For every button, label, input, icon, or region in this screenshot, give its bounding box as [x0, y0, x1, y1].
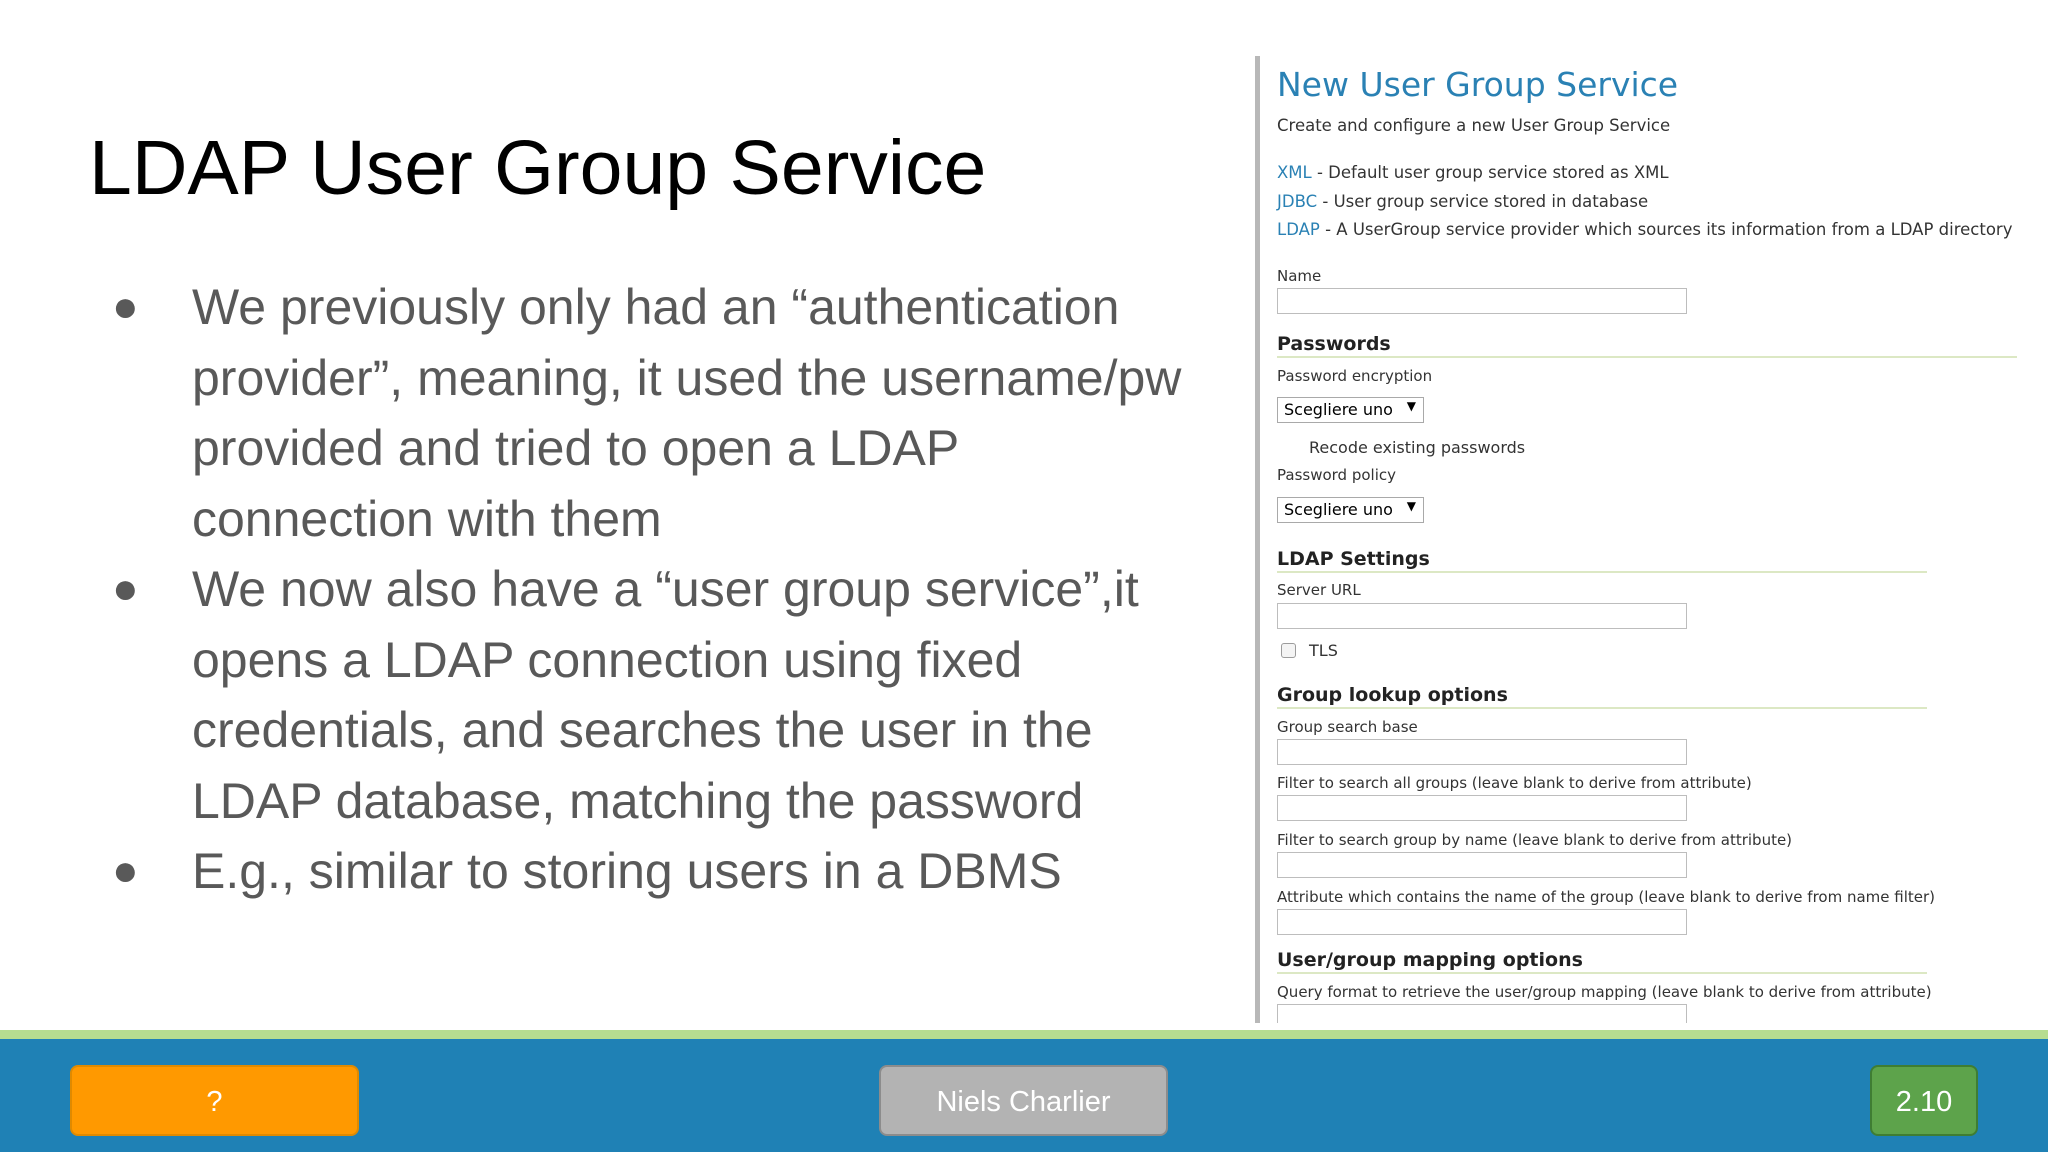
- dropdown-arrow-icon: ▼: [1406, 499, 1416, 513]
- group-lookup-heading: Group lookup options: [1277, 684, 1508, 706]
- bullet-dot-icon: ●: [112, 564, 139, 613]
- group-search-base-label: Group search base: [1277, 718, 1418, 736]
- tls-label: TLS: [1309, 641, 1338, 660]
- tls-checkbox[interactable]: [1281, 643, 1296, 658]
- bullet-item: [108, 836, 1208, 907]
- jdbc-link[interactable]: JDBC: [1277, 192, 1318, 211]
- embedded-screenshot: [1255, 56, 2035, 1023]
- form-title: New User Group Service: [1277, 65, 1679, 104]
- group-name-attribute-label: Attribute which contains the name of the group (leave blank to derive from name filter): [1277, 888, 1936, 906]
- password-encryption-value: Scegliere uno: [1284, 400, 1393, 419]
- ldap-settings-heading: LDAP Settings: [1277, 548, 1430, 570]
- filter-group-by-name-input[interactable]: [1277, 852, 1687, 878]
- bullet-dot-icon: ●: [112, 282, 139, 331]
- filter-all-groups-label: Filter to search all groups (leave blank to derive from attribute): [1277, 774, 1752, 792]
- recode-passwords-label: Recode existing passwords: [1309, 438, 1526, 457]
- page-number-badge: 2.10: [1870, 1065, 1978, 1136]
- server-url-input[interactable]: [1277, 603, 1687, 629]
- name-label: Name: [1277, 267, 1322, 285]
- password-encryption-label: Password encryption: [1277, 367, 1433, 385]
- password-encryption-select[interactable]: [1277, 397, 1424, 423]
- password-policy-select[interactable]: [1277, 497, 1424, 523]
- group-name-attribute-input[interactable]: [1277, 909, 1687, 935]
- section-divider: [1277, 972, 1927, 974]
- form-subtitle: Create and configure a new User Group Service: [1277, 116, 1671, 135]
- bullet-text: We previously only had an “authentication provider”, meaning, it used the username/pw provided and tried to open a LDAP connection with them: [192, 279, 1182, 547]
- dropdown-arrow-icon: ▼: [1406, 399, 1416, 413]
- filter-all-groups-input[interactable]: [1277, 795, 1687, 821]
- bullet-text: We now also have a “user group service”,it opens a LDAP connection using fixed credentials, and searches the user in the LDAP database, matching the password: [192, 561, 1139, 829]
- type-option-jdbc: [1277, 192, 1648, 211]
- section-divider: [1277, 356, 2017, 358]
- type-description: - A UserGroup service provider which sources its information from a LDAP directory: [1319, 220, 2013, 239]
- server-url-label: Server URL: [1277, 581, 1361, 599]
- mapping-query-label: Query format to retrieve the user/group mapping (leave blank to derive from attribute): [1277, 983, 1932, 1001]
- question-button[interactable]: ?: [70, 1065, 359, 1136]
- name-input[interactable]: [1277, 288, 1687, 314]
- passwords-heading: Passwords: [1277, 333, 1391, 355]
- type-description: - Default user group service stored as XML: [1311, 163, 1669, 182]
- ldap-link[interactable]: LDAP: [1277, 220, 1320, 239]
- bullet-item: [108, 272, 1208, 554]
- password-policy-value: Scegliere uno: [1284, 500, 1393, 519]
- xml-link[interactable]: XML: [1277, 163, 1312, 182]
- section-divider: [1277, 707, 1927, 709]
- filter-group-by-name-label: Filter to search group by name (leave blank to derive from attribute): [1277, 831, 1793, 849]
- mapping-query-input[interactable]: [1277, 1004, 1687, 1023]
- group-search-base-input[interactable]: [1277, 739, 1687, 765]
- author-badge: Niels Charlier: [879, 1065, 1168, 1136]
- type-option-xml: [1277, 163, 1669, 182]
- bullet-list: [108, 272, 1208, 907]
- bullet-text: E.g., similar to storing users in a DBMS: [192, 843, 1062, 899]
- bullet-dot-icon: ●: [112, 846, 139, 895]
- type-description: - User group service stored in database: [1317, 192, 1649, 211]
- section-divider: [1277, 571, 1927, 573]
- slide-title: LDAP User Group Service: [89, 125, 987, 211]
- user-group-mapping-heading: User/group mapping options: [1277, 949, 1583, 971]
- bullet-item: [108, 554, 1208, 836]
- footer-accent-line: [0, 1030, 2048, 1039]
- password-policy-label: Password policy: [1277, 466, 1396, 484]
- type-option-ldap: [1277, 220, 2012, 239]
